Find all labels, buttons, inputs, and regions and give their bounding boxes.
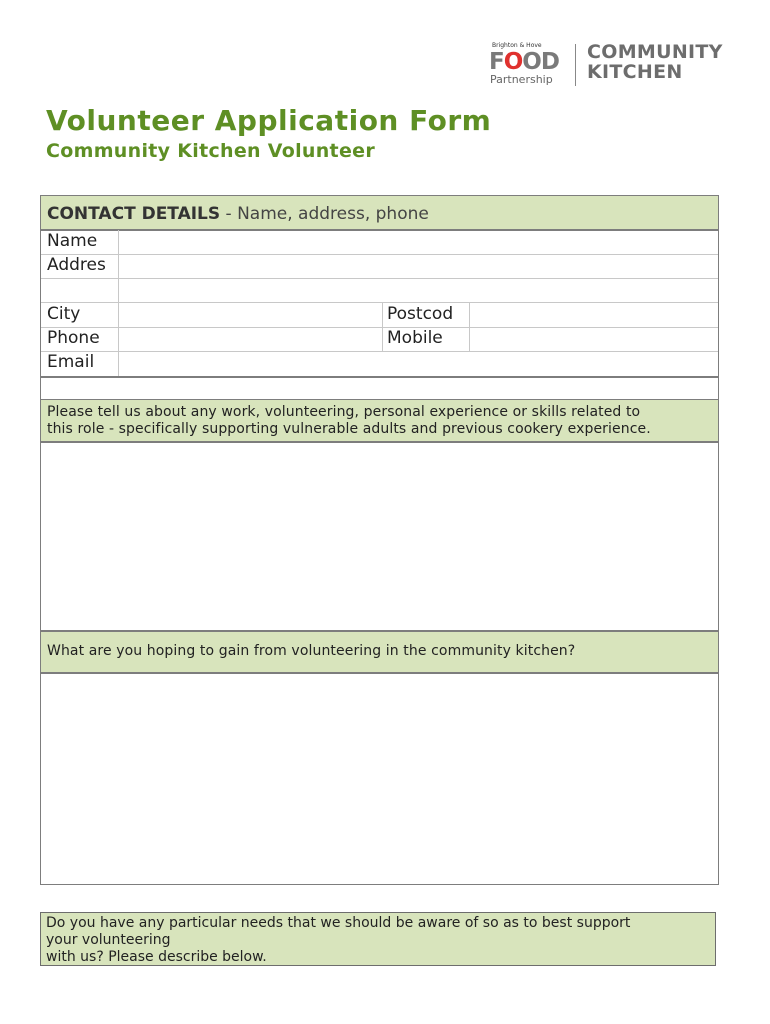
mobile-label: Mobile	[387, 328, 443, 348]
application-form	[40, 195, 719, 885]
gain-question-row	[41, 632, 718, 672]
needs-question-line3: with us? Please describe below.	[46, 949, 267, 965]
phone-field[interactable]	[119, 328, 382, 351]
experience-answer-area[interactable]	[41, 443, 718, 630]
name-field[interactable]	[119, 230, 718, 254]
address-field-line2[interactable]	[119, 279, 718, 302]
experience-question-line2: this role - specifically supporting vulnerable adults and previous cookery experience.	[47, 421, 651, 437]
logo-small-text: Brighton & Hove	[492, 42, 542, 49]
logo-divider	[575, 44, 576, 86]
phone-label: Phone	[47, 328, 100, 348]
address-field-line1[interactable]	[119, 255, 718, 278]
community-kitchen-wordmark: COMMUNITY KITCHEN	[587, 41, 723, 83]
address-label: Addres	[47, 255, 106, 275]
logo-food-wordmark: FOOD	[489, 49, 559, 75]
gain-answer-area[interactable]	[41, 674, 718, 882]
page-title: Volunteer Application Form	[46, 104, 492, 137]
name-label: Name	[47, 231, 98, 251]
needs-question-line2: your volunteering	[46, 932, 171, 948]
experience-question-row	[41, 400, 718, 441]
postcode-field[interactable]	[470, 303, 718, 327]
email-label: Email	[47, 352, 95, 372]
postcode-label: Postcod	[387, 304, 454, 324]
contact-heading-sub: - Name, address, phone	[220, 204, 429, 224]
experience-question-line1: Please tell us about any work, volunteering, personal experience or skills related to	[47, 404, 641, 420]
email-field[interactable]	[119, 352, 718, 376]
city-label: City	[47, 304, 81, 324]
contact-heading-bold: CONTACT DETAILS	[47, 204, 221, 224]
logo-partnership-text: Partnership	[490, 73, 553, 86]
food-partnership-logo	[489, 40, 729, 90]
contact-details-header	[41, 196, 718, 229]
city-field[interactable]	[119, 303, 382, 327]
needs-question-box	[40, 912, 716, 966]
mobile-field[interactable]	[470, 328, 718, 351]
page-subtitle: Community Kitchen Volunteer	[46, 140, 375, 162]
gain-question: What are you hoping to gain from volunteering in the community kitchen?	[47, 643, 576, 659]
needs-question-line1: Do you have any particular needs that we should be aware of so as to best support	[46, 915, 631, 931]
